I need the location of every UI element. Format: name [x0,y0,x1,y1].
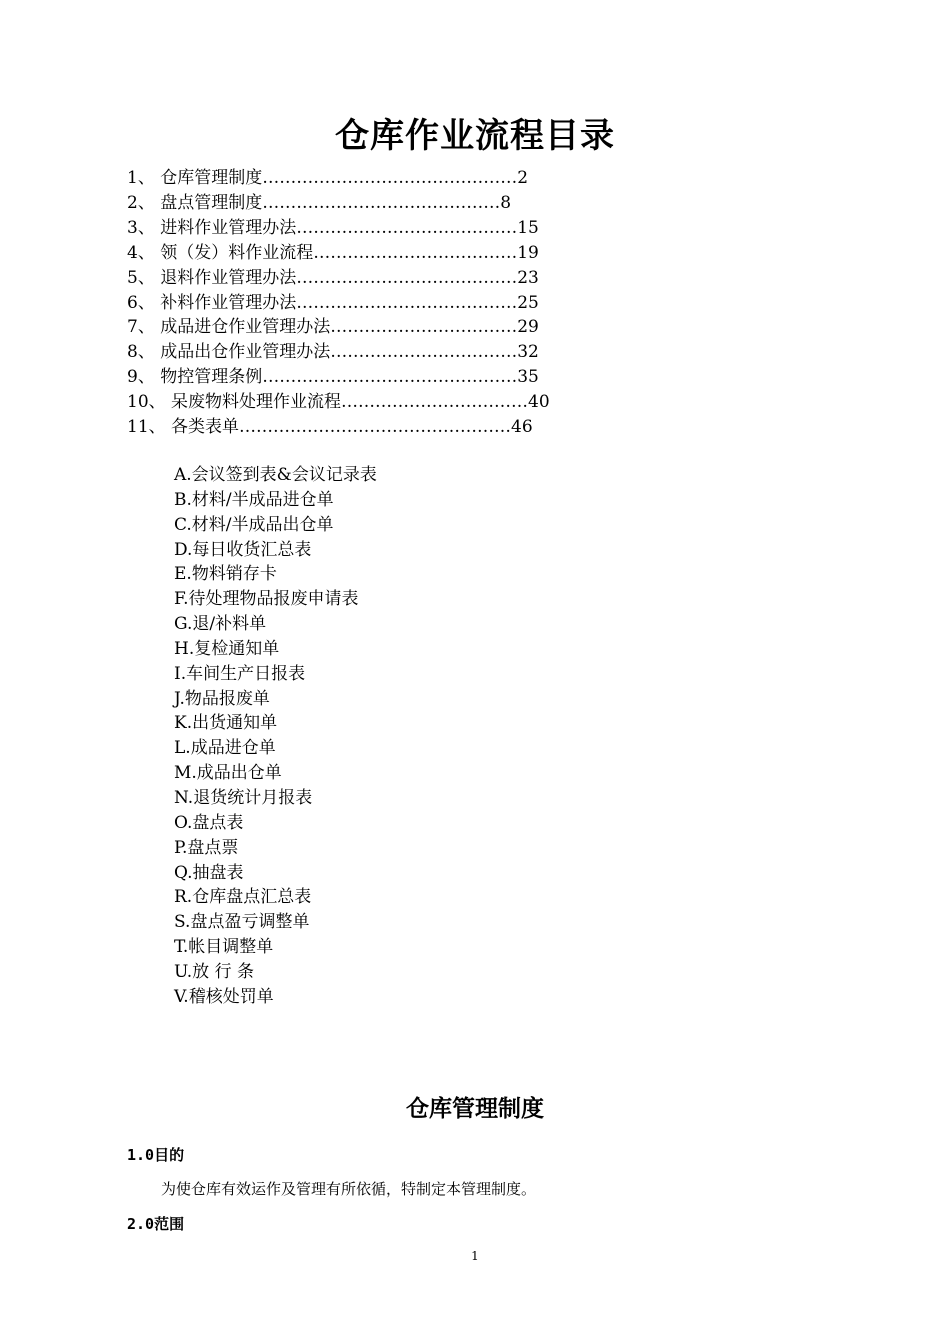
toc-page: 19 [517,242,539,263]
paragraph-purpose: 为使仓库有效运作及管理有所依循，特制定本管理制度。 [161,1180,537,1198]
toc-number: 6、 [127,292,155,313]
toc-label: 仓库管理制度 [160,168,263,188]
form-list-item: M.成品出仓单 [174,763,282,784]
toc-leader: …………………………… [341,392,529,413]
toc-page: 23 [517,267,539,288]
form-list-item: I.车间生产日报表 [174,663,306,684]
toc-number: 2、 [127,192,155,213]
toc-label: 各类表单 [171,417,240,438]
form-list-item: K.出货通知单 [174,713,278,734]
form-list-item: O.盘点表 [174,812,244,833]
toc-leader: ……………………………… [313,242,518,263]
toc-entry [127,291,550,316]
form-list-item: P.盘点票 [174,837,239,858]
toc-number: 7、 [127,317,155,338]
toc-leader: …………………………… [330,317,518,338]
form-list-item: G.退/补料单 [174,614,267,635]
section-title: 仓库管理制度 [406,1096,544,1122]
toc-page: 46 [511,417,533,438]
toc-leader: ……………………………………… [262,168,518,188]
form-list-item: C.材料/半成品出仓单 [174,514,334,535]
toc-number: 8、 [127,342,155,363]
table-of-contents [127,166,550,440]
toc-number: 5、 [127,267,155,288]
toc-label: 盘点管理制度 [160,192,263,213]
section-heading-purpose: 1.0目的 [127,1146,185,1164]
toc-entry [127,216,550,241]
toc-number: 1、 [127,168,155,188]
toc-page: 40 [528,392,550,413]
toc-page: 35 [517,367,539,388]
toc-label: 退料作业管理办法 [160,267,297,288]
toc-entry [127,390,550,415]
toc-entry [127,241,550,266]
document-title: 仓库作业流程目录 [335,116,615,156]
form-list-item: J.物品报废单 [174,688,270,709]
form-list-item: S.盘点盈亏调整单 [174,912,310,933]
toc-entry [127,315,550,340]
page-number: 1 [471,1249,479,1263]
form-list-item: A.会议签到表&会议记录表 [174,465,377,485]
toc-leader: ……………………………………… [262,367,518,388]
toc-label: 物控管理条例 [160,367,263,388]
toc-page: 25 [517,292,539,313]
toc-number: 11、 [127,417,166,438]
toc-entry [127,191,550,216]
toc-entry [127,365,550,390]
toc-leader: ………………………………… [296,217,518,238]
toc-label: 成品出仓作业管理办法 [160,342,331,363]
toc-entry [127,266,550,291]
toc-label: 领（发）料作业流程 [160,242,314,263]
toc-entry [127,340,550,365]
toc-page: 32 [517,342,539,363]
toc-entry [127,415,550,440]
form-list-item: R.仓库盘点汇总表 [174,887,312,908]
toc-label: 进料作业管理办法 [160,217,297,238]
form-list-item: N.退货统计月报表 [174,787,313,808]
toc-page: 2 [517,168,529,188]
toc-page: 15 [517,217,539,238]
toc-label: 呆废物料处理作业流程 [171,392,342,413]
form-list-item: F.待处理物品报废申请表 [174,589,359,610]
form-list-item: H.复检通知单 [174,638,280,659]
toc-page: 8 [500,192,512,213]
form-list-item: D.每日收货汇总表 [174,539,312,560]
toc-label: 补料作业管理办法 [160,292,297,313]
toc-leader: …………………………… [330,342,518,363]
toc-leader: ………………………………… [296,292,518,313]
toc-leader: ………………………………… [296,267,518,288]
toc-number: 10、 [127,392,166,413]
form-list-item: U.放 行 条 [174,961,254,982]
toc-number: 3、 [127,217,155,238]
toc-entry [127,166,550,191]
form-list-item: V.稽核处罚单 [174,986,274,1007]
toc-leader: …………………………………… [262,192,501,213]
toc-label: 成品进仓作业管理办法 [160,317,331,338]
form-list-item: E.物料销存卡 [174,564,277,585]
forms-list [174,463,377,1010]
form-list-item: B.材料/半成品进仓单 [174,489,334,510]
toc-number: 9、 [127,367,155,388]
form-list-item: T.帐目调整单 [174,937,274,958]
toc-leader: ………………………………………… [239,417,512,438]
toc-number: 4、 [127,242,155,263]
form-list-item: Q.抽盘表 [174,862,244,883]
form-list-item: L.成品进仓单 [174,738,276,759]
toc-page: 29 [517,317,539,338]
section-heading-scope: 2.0范围 [127,1215,185,1233]
